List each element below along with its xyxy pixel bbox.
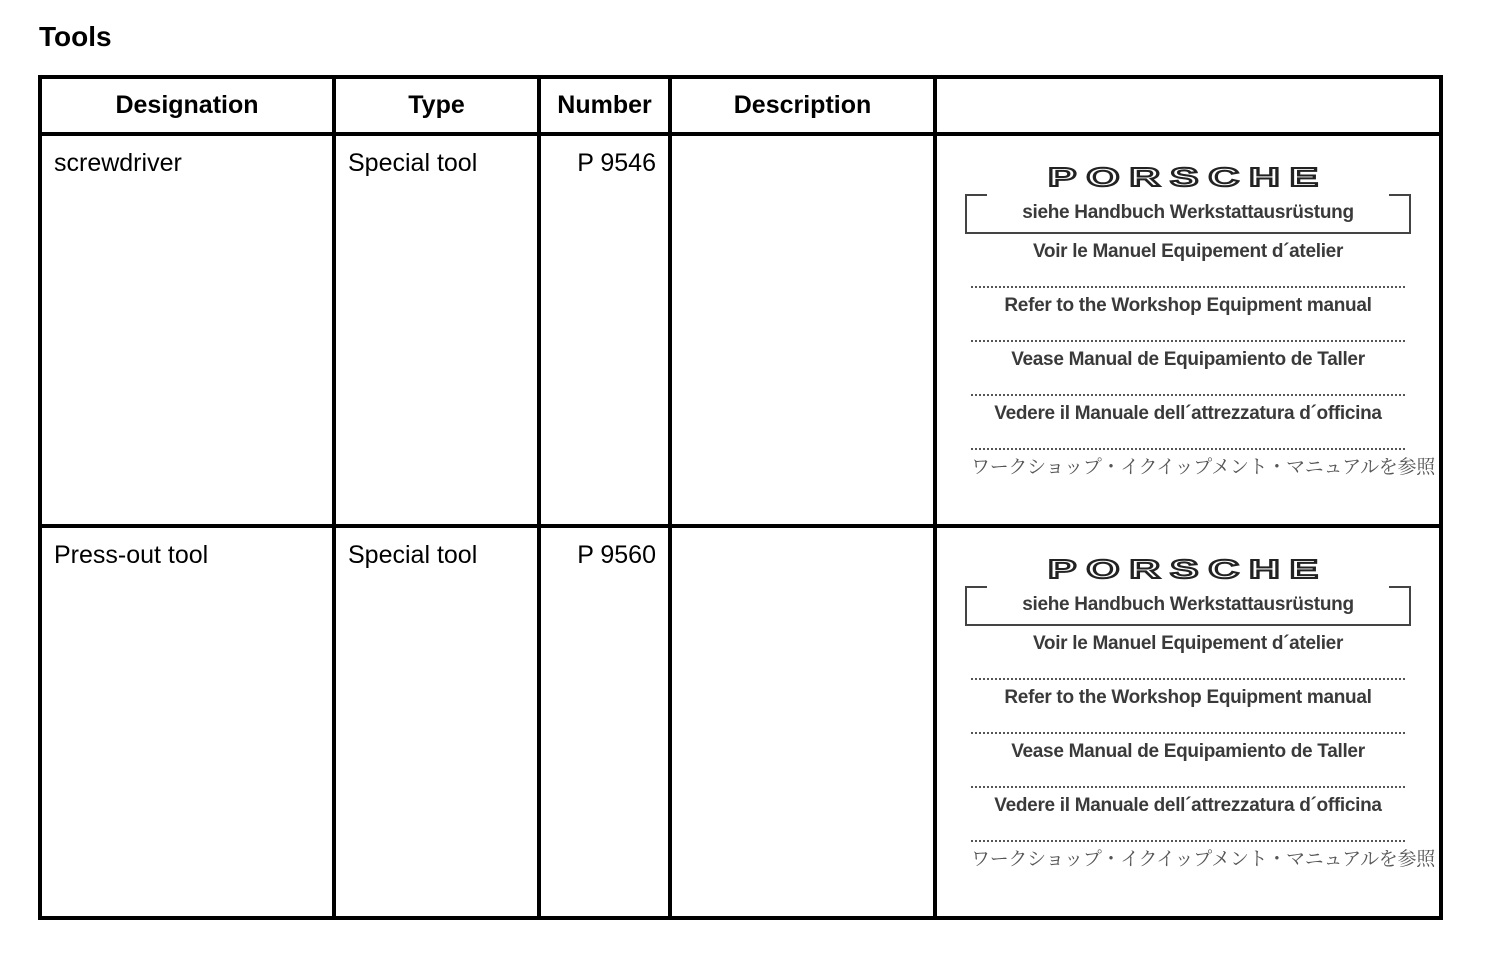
reference-line-en: Refer to the Workshop Equipment manual bbox=[971, 288, 1405, 342]
cell-designation bbox=[40, 134, 334, 526]
type-text: Special tool bbox=[348, 149, 478, 177]
number-text: P 9560 bbox=[577, 541, 656, 569]
reference-line-en: Refer to the Workshop Equipment manual bbox=[971, 680, 1405, 734]
designation-text: Press-out tool bbox=[54, 541, 209, 569]
type-text: Special tool bbox=[348, 541, 478, 569]
table-row bbox=[40, 134, 1441, 526]
reference-line-de: siehe Handbuch Werkstattausrüstung bbox=[965, 586, 1411, 626]
reference-line-fr: Voir le Manuel Equipement d´atelier bbox=[971, 626, 1405, 680]
cell-number bbox=[539, 526, 670, 918]
tools-table bbox=[38, 75, 1443, 920]
table-row bbox=[40, 526, 1441, 918]
reference-line-es: Vease Manual de Equipamiento de Taller bbox=[971, 342, 1405, 396]
table-header-row bbox=[40, 77, 1441, 134]
reference-line-es: Vease Manual de Equipamiento de Taller bbox=[971, 734, 1405, 788]
porsche-logo-text: PORSCHE bbox=[1048, 166, 1328, 190]
header-designation: Designation bbox=[40, 77, 334, 134]
reference-line-it: Vedere il Manuale dell´attrezzatura d´officina bbox=[971, 396, 1405, 450]
porsche-logo bbox=[1046, 558, 1330, 582]
header-reference bbox=[935, 77, 1441, 134]
header-description: Description bbox=[670, 77, 935, 134]
reference-line-fr: Voir le Manuel Equipement d´atelier bbox=[971, 234, 1405, 288]
page-title: Tools bbox=[39, 21, 112, 52]
porsche-logo-text: PORSCHE bbox=[1048, 558, 1328, 582]
reference-line-ja: ワークショップ・イクイップメント・マニュアルを参照 bbox=[971, 457, 1435, 478]
reference-line-ja: ワークショップ・イクイップメント・マニュアルを参照 bbox=[971, 849, 1435, 870]
cell-type bbox=[334, 526, 539, 918]
reference-line-it: Vedere il Manuale dell´attrezzatura d´officina bbox=[971, 788, 1405, 842]
reference-line-de: siehe Handbuch Werkstattausrüstung bbox=[965, 194, 1411, 234]
header-type: Type bbox=[334, 77, 539, 134]
workshop-manual-reference bbox=[965, 558, 1435, 896]
cell-description bbox=[670, 526, 935, 918]
cell-designation bbox=[40, 526, 334, 918]
cell-description bbox=[670, 134, 935, 526]
number-text: P 9546 bbox=[577, 149, 656, 177]
designation-text: screwdriver bbox=[54, 149, 182, 177]
workshop-manual-reference bbox=[965, 166, 1435, 504]
cell-type bbox=[334, 134, 539, 526]
description-text bbox=[672, 136, 933, 148]
cell-number bbox=[539, 134, 670, 526]
cell-reference bbox=[935, 134, 1441, 526]
description-text bbox=[672, 528, 933, 540]
porsche-logo bbox=[1046, 166, 1330, 190]
cell-reference bbox=[935, 526, 1441, 918]
header-number: Number bbox=[539, 77, 670, 134]
